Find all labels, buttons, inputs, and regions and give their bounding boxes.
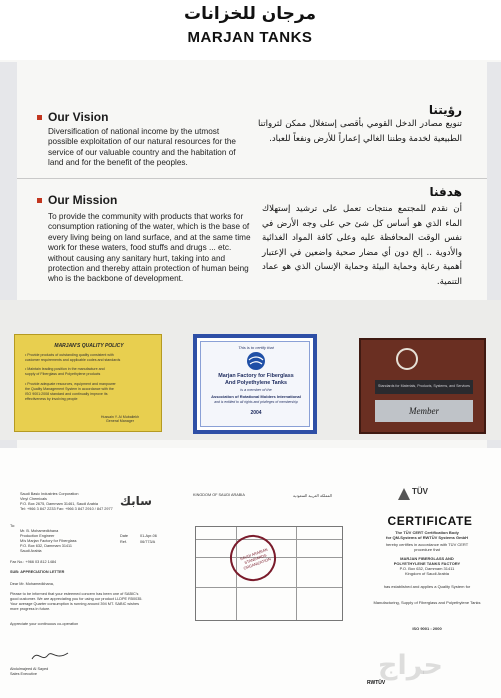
vision-title: Our Vision [48,110,109,124]
letter-company-2: Vinyl Chemicals [20,497,47,501]
quality-policy-line: customer requirements and applicable codes and standards [25,358,121,362]
membership-line: This is to certify that [238,345,274,350]
letter-body-line: good customer. We are appreciating you for using our product LLDPE R50035. [10,597,143,601]
letter-date-value: 01-Apr-06 [140,534,157,538]
astm-strip-text: Standards for Materials, Products, Systems, and Services [378,384,470,388]
certificate-company-2: POLYETHYLENE TANKS FACTORY [393,561,461,566]
vision-body-arabic: تنويع مصادر الدخل القومي بأقصى إستغلال ممكن لثرواتنا الطبيعية لخدمة وطننا الغالي إعماراً للأرض ونفعاً للعباد. [258,119,462,144]
membership-year: 2004 [250,410,262,416]
certificate-address: P.O. Box 632, Dammam 31411 [399,566,455,571]
letter-address: P.O. Box 2675, Dammam 31461, Saudi Arabia [20,502,99,506]
form-header-left: المملكة العربية السعودية [293,493,332,498]
membership-line: is a member of the [240,388,272,392]
certificate-body-line: for QM-Systems of RWTÜV Systems GmbH [386,535,468,540]
quality-policy-line: ISO 9001:2008 standard and continually improve its [25,392,108,396]
letter-ref-label: Ref. [120,540,127,544]
letter-to-country: Saudi Arabia [20,549,42,553]
letter-to-label: To: [10,524,16,528]
letter-body-line: Please to be informed that your esteemed concern has been one of SABIC's [10,592,139,596]
certificate-body-line: The TÜV CERT Certification Body [395,530,459,535]
letter-signer: Abdulmajeed Al Sayed [10,667,49,671]
header-title-arabic: مرجان للخزانات [184,4,316,24]
membership-company: Marjan Factory for Fiberglass [218,373,294,379]
letter-body-line: more progress in future. [10,607,51,611]
letter-address: Tel: +966 3 847 2233 Fax: +966 3 847 2910 / 847 2977 [20,507,113,511]
mission-body-english: To provide the community with products that works for consumption rationing of the water, which is the base of every living being on land surface, and at the same time work for these waters, food stuffs and drugs ... etc. without causing any sanitary hurt, taking into and protection and thereby attain protection of human being who is the backbone of development. [48,212,251,284]
membership-certificate-plaque [193,334,317,434]
vision-bullet-icon [37,115,42,120]
certificate-body-line: hereby certifies in accordance with TÜV CERT [385,542,469,547]
tuv-logo-icon [398,488,410,500]
vision-title-arabic: رؤيتنا [428,103,462,117]
astm-strip [375,380,473,394]
certificate-title: CERTIFICATE [387,514,473,528]
letter-greeting: Dear Mr. Mohamedkhana, [10,582,54,586]
membership-certificate-inner [200,341,310,427]
rwtuv-logo: RWTÜV [367,680,386,686]
membership-company-2: And Polyethylene Tanks [225,380,287,386]
letter-body-line: Your average Quarter consumption is running around 394 MT. SABIC wishes [10,602,140,606]
certificate-country: Kingdom of Saudi Arabia [404,571,450,576]
signature-icon [30,647,70,665]
section-divider [17,178,487,179]
quality-policy-line: • Provide products of outstanding quality consistent with [25,353,114,357]
signature-name: Hussain Y. Al Mubailekh [100,415,140,419]
membership-line: and is entitled to all rights and privileges of membership [214,400,298,404]
quality-policy-plaque [14,334,162,432]
certificate-body-line: procedure that [414,547,440,552]
letter-to-name: Mr. B. Mohamedkhana [20,529,59,533]
globe-logo-icon [246,351,266,371]
letter-to-po: P.O. Box 632, Dammam 31411 [20,544,72,548]
signature-title: General Manager [106,419,134,424]
form-header-right: KINGDOM OF SAUDI ARABIA [193,493,245,497]
astm-member-label: Member [375,400,473,422]
certificate-scope: Manufacturing, Supply of Fiberglass and Polyethylene Tanks [373,600,481,605]
quality-policy-line: • Maintain leading position in the manufacture and [25,367,105,371]
letter-to-title: Production Engineer [20,534,55,538]
letter-signer-title: Sales Executive [10,672,38,676]
sabic-logo: سابك [120,494,152,508]
letter-fax: Fax No.: +966 03 812 1484 [10,560,57,564]
quality-policy-line: effectiveness by involving people [25,397,78,401]
mission-title-arabic: هدفنا [429,185,462,199]
letter-date-label: Date [120,534,129,538]
tuv-label: TÜV [412,487,428,496]
letter-subject: SUB: APPRECIATION LETTER [10,570,65,574]
letter-to-company: M/s Marjan Factory for Fiberglass [20,539,77,543]
quality-policy-line: the Quality Management System in accordance with the [25,387,114,391]
quality-policy-line: supply of Fiberglass and Polyethylene products [25,372,101,376]
letter-ref-value: 06/773/A [140,540,156,544]
certificate-company: MARJAN FIBERGLASS AND [400,556,454,561]
certificate-iso: ISO 9001 : 2000 [412,626,442,631]
vision-body-english: Diversification of national income by the utmost possible exploitation of our natural resources for the service of our valuable country and the habitation of land and for the benefit of the peoples. [48,127,236,168]
quality-policy-signature [85,415,155,424]
quality-policy-title: MARJAN'S QUALITY POLICY [54,343,124,349]
letter-closing: Appreciate your continuous co-operation [10,622,79,626]
membership-association: Association of Rotational Molders International [211,394,301,399]
letter-company: Saudi Basic Industries Corporation [20,492,79,496]
mission-body-arabic: أن نقدم للمجتمع منتجات تعمل على ترشيد إستهلاك الماء الذي هو أساس كل شئ حي على وجه الأرض في نفس الوقت المحافظة عليه وعلى كافة المواد الغذائية والأدوية .. إلخ دون أي مضار صحية واضعين في الإعتبار أهمية رعاية وحماية البيئة وحماية الإنسان الذي هو عماد التنمية. [262,204,462,287]
astm-member-plaque [359,338,486,434]
mission-title: Our Mission [48,193,118,207]
astm-seal-icon [396,348,418,370]
header [0,0,501,60]
appreciation-letter [10,482,182,692]
watermark: حراج [378,650,443,681]
stamp-text: SAUDI ARABIAN STANDARDS ORGANIZATION [239,547,272,571]
quality-policy-line: • Provide adequate resources, equipment and manpower [25,382,116,386]
header-title-english: MARJAN TANKS [187,29,313,46]
certificate-established: has established and applies a Quality System for [383,584,471,589]
mission-bullet-icon [37,198,42,203]
